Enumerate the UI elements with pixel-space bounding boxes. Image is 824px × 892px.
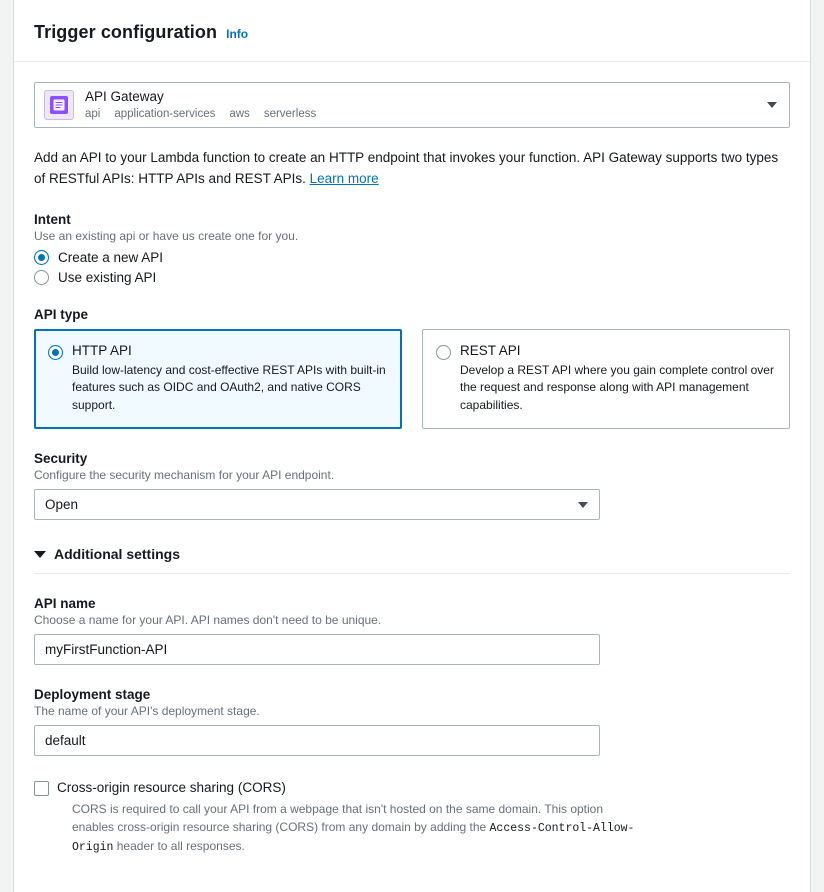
intent-option-label: Use existing API xyxy=(58,269,157,285)
cors-section xyxy=(34,780,790,857)
intent-option-create-new-api[interactable] xyxy=(34,250,790,265)
api-gateway-icon xyxy=(44,90,74,120)
api-type-tile-title: HTTP API xyxy=(72,342,132,358)
info-link[interactable]: Info xyxy=(226,27,249,41)
intent-hint: Use an existing api or have us create one for you. xyxy=(34,228,299,243)
intent-label: Intent xyxy=(34,211,71,227)
security-label: Security xyxy=(34,451,88,467)
trigger-description-text: Add an API to your Lambda function to create an HTTP endpoint that invokes your function. API Gateway supports two types of RESTful APIs: HTTP APIs and REST APIs. xyxy=(34,150,779,186)
intent-option-use-existing-api[interactable] xyxy=(34,270,790,285)
page-title: Trigger configuration xyxy=(34,22,218,42)
trigger-source-text xyxy=(85,89,316,122)
deployment-stage-section xyxy=(34,687,790,756)
api-name-hint: Choose a name for your API. API names don't need to be unique. xyxy=(34,613,382,628)
chevron-down-icon[interactable] xyxy=(578,502,588,508)
trigger-source-tags xyxy=(85,108,316,122)
cors-description-code: Access-Control-Allow-Origin xyxy=(72,822,635,855)
caret-down-icon[interactable] xyxy=(34,551,46,558)
api-type-tile-http-api[interactable] xyxy=(34,329,402,429)
intent-option-label: Create a new API xyxy=(58,249,164,265)
trigger-tag: api xyxy=(85,107,101,120)
security-section xyxy=(34,451,790,520)
trigger-configuration-panel xyxy=(13,0,811,892)
cors-checkbox[interactable] xyxy=(34,781,49,796)
cors-description-part1: CORS is required to call your API from a webpage that isn't hosted on the same domain. This option enables cross-origin resource sharing (CORS) from any domain by adding the xyxy=(72,802,604,835)
trigger-source-select[interactable] xyxy=(34,82,790,128)
additional-settings-label: Additional settings xyxy=(54,546,180,563)
api-name-input[interactable] xyxy=(34,634,600,665)
radio-icon[interactable] xyxy=(34,250,49,265)
api-type-section xyxy=(34,307,790,429)
deployment-stage-label: Deployment stage xyxy=(34,687,151,703)
radio-icon[interactable] xyxy=(48,345,63,360)
additional-settings-expander[interactable] xyxy=(34,546,790,562)
radio-icon[interactable] xyxy=(436,345,451,360)
panel-body xyxy=(14,62,810,877)
api-type-tile-body xyxy=(460,343,775,414)
api-type-tile-title: REST API xyxy=(460,342,521,358)
trigger-tag: aws xyxy=(229,107,250,120)
trigger-source-name: API Gateway xyxy=(85,88,164,104)
deployment-stage-hint: The name of your API's deployment stage. xyxy=(34,704,260,719)
api-name-label: API name xyxy=(34,596,96,612)
api-type-tile-desc: Build low-latency and cost-effective REST APIs with built-in features such as OIDC and OAuth2, and native CORS support. xyxy=(72,362,386,412)
security-select-value: Open xyxy=(45,497,79,513)
chevron-down-icon[interactable] xyxy=(767,102,777,108)
api-type-tile-desc: Develop a REST API where you gain complete control over the request and response along with API management capabilities. xyxy=(460,362,774,412)
trigger-tag: serverless xyxy=(263,107,317,120)
cors-description xyxy=(72,800,637,857)
security-hint: Configure the security mechanism for your API endpoint. xyxy=(34,468,335,483)
cors-text xyxy=(57,780,637,857)
security-select[interactable] xyxy=(34,489,600,520)
radio-icon[interactable] xyxy=(34,270,49,285)
deployment-stage-input[interactable] xyxy=(34,725,600,756)
trigger-tag: application-services xyxy=(114,107,216,120)
api-type-tiles xyxy=(34,329,790,429)
api-type-tile-rest-api[interactable] xyxy=(422,329,790,429)
api-name-section xyxy=(34,596,790,665)
cors-description-part2: header to all responses. xyxy=(113,839,245,854)
section-divider xyxy=(34,573,790,574)
trigger-description xyxy=(34,148,789,190)
intent-section xyxy=(34,212,790,285)
api-type-tile-body xyxy=(72,343,387,414)
cors-title: Cross-origin resource sharing (CORS) xyxy=(57,780,286,796)
api-type-label: API type xyxy=(34,306,89,322)
panel-header xyxy=(14,0,810,62)
learn-more-link[interactable]: Learn more xyxy=(309,170,379,186)
